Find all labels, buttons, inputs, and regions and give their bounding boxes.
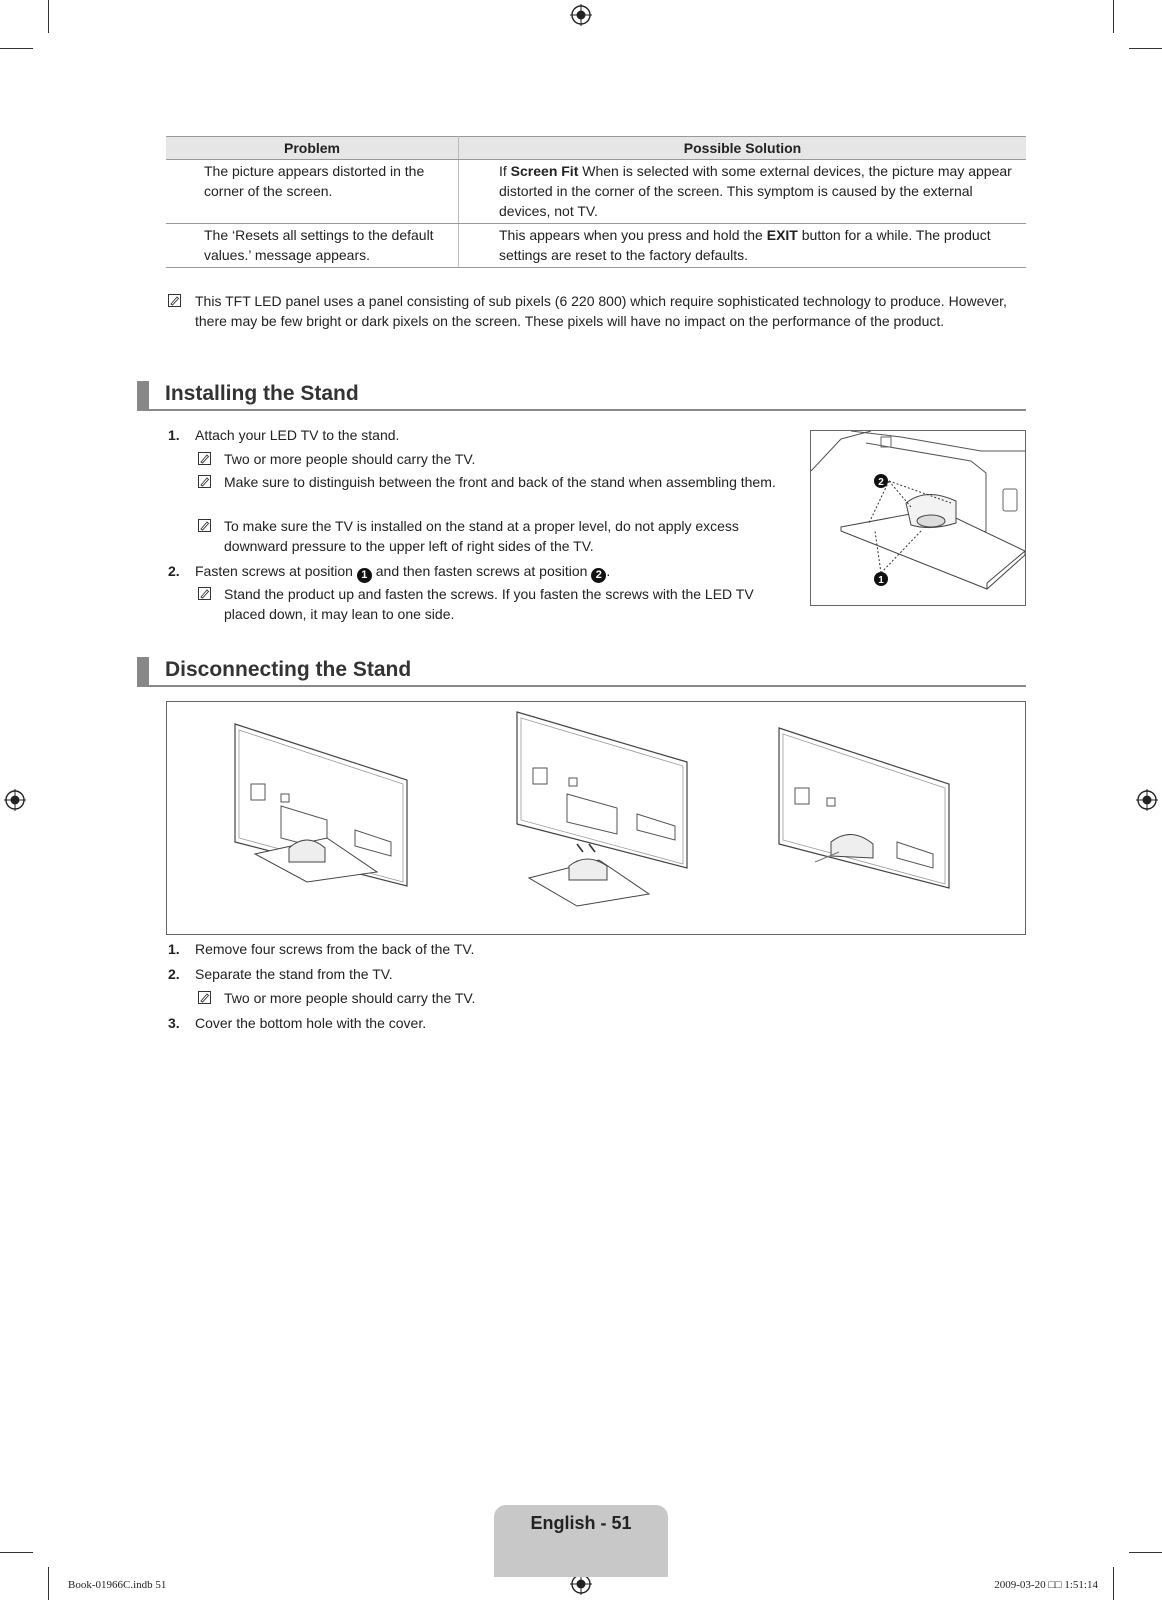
page-number-tab xyxy=(494,1505,668,1577)
panel-note xyxy=(168,291,1014,331)
crop-mark xyxy=(1129,48,1162,49)
note-text: To make sure the TV is installed on the stand at a proper level, do not apply excess downward pressure to the upper left of right sides of the TV. xyxy=(224,518,739,554)
print-slug-left: Book-01966C.indb 51 xyxy=(68,1579,167,1591)
note-icon xyxy=(198,452,211,465)
registration-mark-icon xyxy=(570,4,592,26)
disconnect-steps-diagram xyxy=(167,702,1025,934)
step-text: Cover the bottom hole with the cover. xyxy=(195,1015,427,1031)
step-text xyxy=(195,561,610,583)
note-item xyxy=(198,516,778,556)
section-heading-installing xyxy=(137,381,1026,411)
section-title: Installing the Stand xyxy=(165,382,359,405)
step-number: 3. xyxy=(168,1015,180,1031)
crop-mark xyxy=(48,0,49,33)
crop-mark xyxy=(1113,0,1114,33)
table-header-row xyxy=(166,137,1026,160)
crop-mark xyxy=(1129,1552,1162,1553)
crop-mark xyxy=(0,1552,33,1553)
step-number: 2. xyxy=(168,966,180,982)
table-row xyxy=(166,160,1026,224)
crop-mark xyxy=(1113,1567,1114,1600)
section-heading-disconnecting xyxy=(137,657,1026,687)
step-text-part: Fasten screws at position xyxy=(195,563,357,579)
note-item xyxy=(198,584,798,624)
solution-cell xyxy=(459,224,1027,268)
column-header-solution: Possible Solution xyxy=(459,137,1027,160)
note-icon xyxy=(198,475,211,488)
tv-back-step-3 xyxy=(779,728,949,888)
solution-keyword: EXIT xyxy=(766,227,798,243)
step-text: Remove four screws from the back of the TV. xyxy=(195,941,475,957)
panel-note-text: This TFT LED panel uses a panel consisting of sub pixels (6 220 800) which require sophisticated technology to produce. However, there may be few bright or dark pixels on the screen. These pixels will have no impact on the performance of the product. xyxy=(195,293,1007,329)
step-text: Attach your LED TV to the stand. xyxy=(195,427,400,443)
note-item xyxy=(198,449,778,469)
position-2-marker: 2 xyxy=(878,477,884,488)
stand-diagram xyxy=(811,431,1025,605)
registration-mark-icon xyxy=(4,789,26,811)
note-icon xyxy=(198,991,211,1004)
page-number-label: English - 51 xyxy=(530,1513,632,1533)
solution-text: This appears when you press and hold the xyxy=(499,227,767,243)
solution-text: When is selected with some external devices, the picture may appear distorted in the corner of the screen. This symptom is caused by the external devices, not TV. xyxy=(499,163,1012,219)
note-icon xyxy=(198,519,211,532)
step-number: 2. xyxy=(168,563,180,579)
problem-cell: The picture appears distorted in the corner of the screen. xyxy=(166,160,459,224)
position-1-marker: 1 xyxy=(878,575,884,586)
position-1-badge: 1 xyxy=(357,568,372,583)
note-text: Stand the product up and fasten the screws. If you fasten the screws with the LED TV placed down, it may lean to one side. xyxy=(224,586,754,622)
step-text-part: . xyxy=(606,563,611,579)
step-text: Separate the stand from the TV. xyxy=(195,966,393,982)
step-number: 1. xyxy=(168,941,180,957)
column-header-problem: Problem xyxy=(166,137,459,160)
step-text-part: and then fasten screws at position xyxy=(371,563,592,579)
step-number: 1. xyxy=(168,427,180,443)
solution-keyword: Screen Fit xyxy=(510,163,579,179)
note-icon xyxy=(168,294,181,307)
solution-text: button for a while. The product settings are reset to the factory defaults. xyxy=(499,227,991,263)
problem-cell: The ‘Resets all settings to the default values.’ message appears. xyxy=(166,224,459,268)
heading-bar xyxy=(137,657,149,685)
note-text: Make sure to distinguish between the front and back of the stand when assembling them. xyxy=(224,474,776,490)
print-slug-right: 2009-03-20 □□ 1:51:14 xyxy=(994,1579,1098,1591)
solution-cell xyxy=(459,160,1027,224)
note-item xyxy=(198,472,778,492)
registration-mark-icon xyxy=(1136,789,1158,811)
disconnect-stand-illustration xyxy=(166,701,1026,935)
troubleshooting-table xyxy=(166,136,1026,268)
position-2-badge: 2 xyxy=(591,568,606,583)
solution-text: If xyxy=(499,163,511,179)
section-title: Disconnecting the Stand xyxy=(165,658,412,681)
note-text: Two or more people should carry the TV. xyxy=(224,990,476,1006)
tv-back-step-2 xyxy=(517,712,687,906)
tv-back-step-1 xyxy=(235,724,407,886)
crop-mark xyxy=(0,48,33,49)
table-row xyxy=(166,224,1026,268)
note-text: Two or more people should carry the TV. xyxy=(224,451,476,467)
install-stand-illustration xyxy=(810,430,1026,606)
note-icon xyxy=(198,587,211,600)
crop-mark xyxy=(48,1567,49,1600)
heading-bar xyxy=(137,381,149,409)
note-item xyxy=(198,988,778,1008)
